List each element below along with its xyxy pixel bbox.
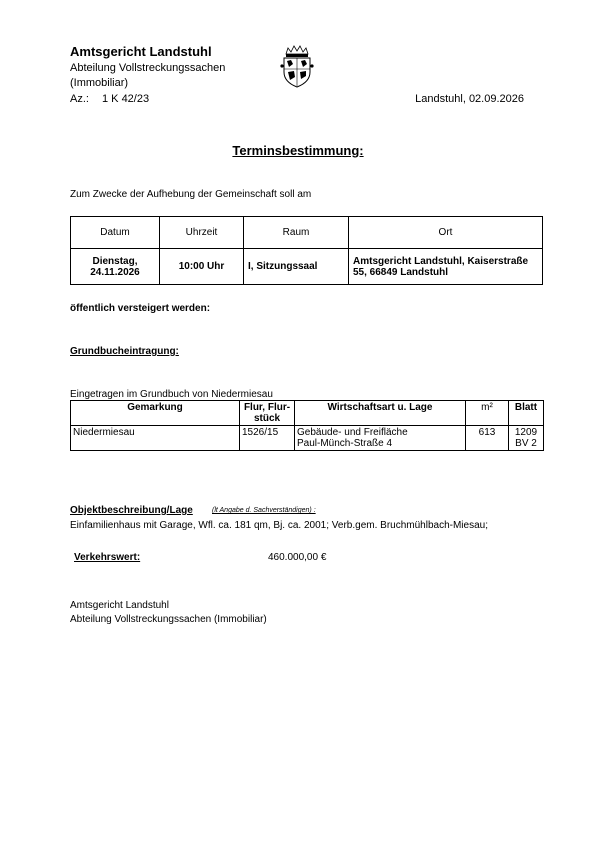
column-header-blatt: Blatt: [509, 401, 544, 426]
market-value-amount: 460.000,00 €: [268, 552, 327, 563]
object-note: (lt Angabe d. Sachverständigen) :: [212, 507, 316, 514]
appointment-weekday: Dienstag,: [92, 255, 138, 267]
auction-note: öffentlich versteigert werden:: [70, 303, 211, 314]
land-register-table: [70, 400, 544, 451]
document-title: Terminsbestimmung:: [232, 143, 364, 158]
land-register-intro: Eingetragen im Grundbuch von Niedermiesau: [70, 389, 273, 400]
cell-wirtschaftsart: [295, 426, 466, 451]
appointment-date-value: 24.11.2026: [90, 266, 140, 278]
column-header-flur-line2: stück: [253, 413, 281, 424]
land-register-heading: Grundbucheintragung:: [70, 346, 179, 357]
column-header-time: Uhrzeit: [160, 217, 244, 249]
table-row: [71, 249, 543, 285]
column-header-date: Datum: [71, 217, 160, 249]
appointment-room: I, Sitzungssaal: [244, 249, 349, 285]
table-row: [71, 426, 544, 451]
appointment-location: [349, 249, 543, 285]
cell-m2: 613: [466, 426, 509, 451]
column-header-gemarkung: Gemarkung: [71, 401, 240, 426]
court-department-sub: (Immobiliar): [70, 77, 129, 89]
appointment-table: [70, 216, 543, 285]
cell-blatt-line2: BV 2: [515, 438, 537, 449]
footer-department: Abteilung Vollstreckungssachen (Immobiliar): [70, 614, 267, 625]
file-number-value: 1 K 42/23: [102, 93, 150, 105]
place-date: Landstuhl, 02.09.2026: [415, 93, 524, 105]
cell-blatt-line1: 1209: [514, 427, 538, 438]
column-header-location: Ort: [349, 217, 543, 249]
cell-gemarkung: Niedermiesau: [71, 426, 240, 451]
appointment-location-line2: 55, 66849 Landstuhl: [353, 266, 449, 278]
appointment-date: [71, 249, 160, 285]
column-header-m2: m²: [466, 401, 509, 426]
footer-court-name: Amtsgericht Landstuhl: [70, 600, 169, 611]
coat-of-arms-icon: [280, 42, 314, 88]
table-row: [71, 401, 544, 426]
column-header-wirtschaftsart: Wirtschaftsart u. Lage: [295, 401, 466, 426]
object-description: Einfamilienhaus mit Garage, Wfl. ca. 181 qm, Bj. ca. 2001; Verb.gem. Bruchmühlbach-Miesau;: [70, 520, 488, 531]
appointment-location-line1: Amtsgericht Landstuhl, Kaiserstraße: [353, 255, 529, 267]
column-header-room: Raum: [244, 217, 349, 249]
court-department: Abteilung Vollstreckungssachen: [70, 62, 226, 74]
cell-wirtschaftsart-line1: Gebäude- und Freifläche: [297, 427, 408, 438]
market-value-label: Verkehrswert:: [74, 552, 141, 563]
intro-text: Zum Zwecke der Aufhebung der Gemeinschaft soll am: [70, 189, 312, 200]
court-name: Amtsgericht Landstuhl: [70, 44, 212, 59]
appointment-time: 10:00 Uhr: [160, 249, 244, 285]
cell-flur: 1526/15: [240, 426, 295, 451]
object-heading: Objektbeschreibung/Lage: [70, 505, 193, 516]
column-header-flur: [240, 401, 295, 426]
table-row: [71, 217, 543, 249]
cell-wirtschaftsart-line2: Paul-Münch-Straße 4: [297, 438, 393, 449]
cell-blatt: [509, 426, 544, 451]
column-header-flur-line1: Flur, Flur-: [243, 402, 291, 413]
file-number-label: Az.:: [70, 93, 89, 105]
